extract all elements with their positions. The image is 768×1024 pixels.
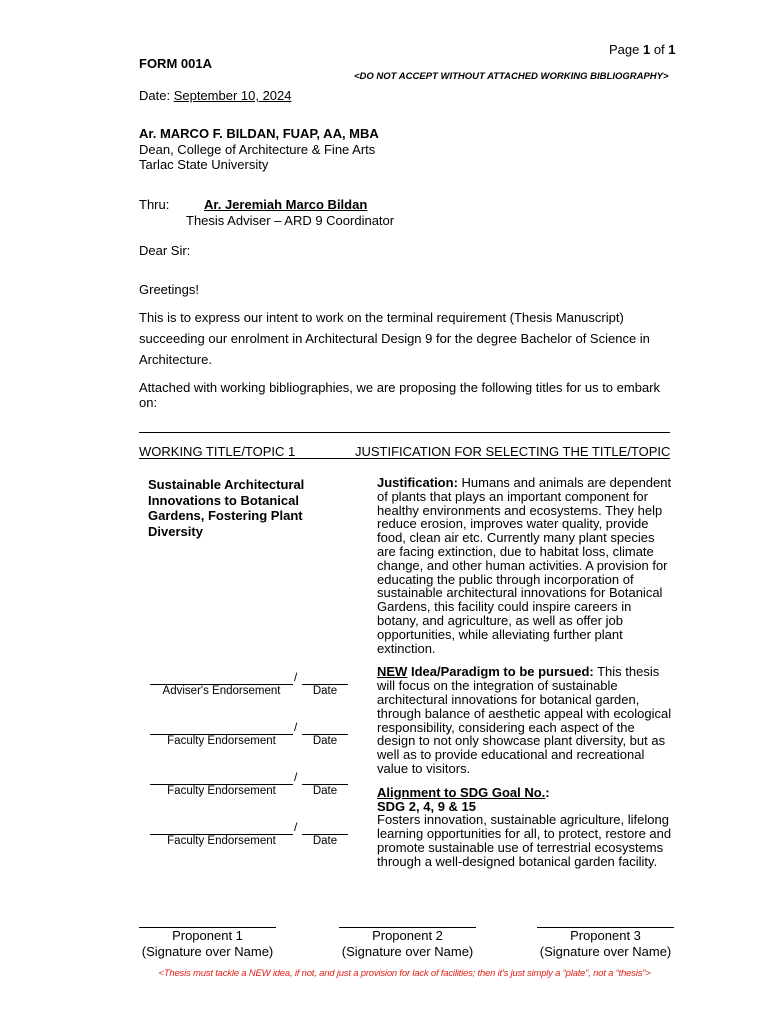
proponent-2-signature[interactable]	[339, 927, 476, 960]
addressee-institution: Tarlac State University	[139, 157, 269, 172]
thru-role: Thesis Adviser – ARD 9 Coordinator	[186, 213, 395, 228]
sdg-goals: SDG 2, 4, 9 & 15	[377, 798, 476, 814]
col2-header-underline	[355, 458, 670, 459]
slash-separator: /	[294, 770, 298, 784]
page-prefix: Page	[609, 42, 643, 57]
proponent-name: Proponent 1	[172, 928, 243, 943]
endorsement-label: Adviser's Endorsement	[162, 685, 281, 697]
endorsement-label: Faculty Endorsement	[167, 835, 276, 847]
justification-text: Humans and animals are dependent of plants that plays an important component for healthy environments and ecosystems. They help reduce erosion, improves water quality, provide food, clean air etc. Currently many plant species are facing extinction, due to habitat loss, climate change, and other human activities. A provision for educating the public through incorporation of sustainable architectural innovations for Botanical Gardens, this facility could inspire careers in botany, and agriculture, as well as offer job opportunities, while alleviating further plant extinction.	[377, 475, 672, 656]
new-idea-paragraph	[377, 665, 673, 775]
sdg-text: Fosters innovation, sustainable agriculture, lifelong learning opportunities for all, to protect, restore and promote sustainable use of terrestrial ecosystems through a well-designed botanical garden facility.	[377, 812, 672, 869]
endorsement-label: Faculty Endorsement	[167, 785, 276, 797]
faculty-endorsement-3[interactable]	[150, 820, 348, 847]
faculty-endorsement-1[interactable]	[150, 720, 348, 747]
faculty-endorsement-2[interactable]	[150, 770, 348, 797]
new-label: NEW	[377, 664, 408, 680]
proponent-sub: (Signature over Name)	[341, 944, 474, 959]
date-value: September 10, 2024	[173, 88, 292, 103]
page-total: 1	[668, 42, 676, 57]
thesis-requirement-note: <Thesis must tackle a NEW idea, if not, and just a provision for lack of facilities; then it's just simply a “plate”, not a “thesis”>	[158, 968, 651, 979]
proponent-sub: (Signature over Name)	[539, 944, 672, 959]
date-label: Date:	[139, 88, 174, 103]
page-of: of	[650, 42, 669, 57]
col1-header: WORKING TITLE/TOPIC 1	[139, 444, 296, 459]
justification-column	[377, 476, 673, 869]
sdg-colon: :	[545, 784, 550, 800]
bibliography-notice: <DO NOT ACCEPT WITHOUT ATTACHED WORKING BIBLIOGRAPHY>	[354, 71, 669, 82]
thru-label: Thru:	[139, 197, 170, 212]
new-label-rest: Idea/Paradigm to be pursued:	[407, 664, 594, 680]
justification-paragraph	[377, 476, 673, 655]
slash-separator: /	[294, 670, 298, 684]
endorsement-label: Faculty Endorsement	[167, 735, 276, 747]
salutation: Dear Sir:	[139, 243, 191, 258]
justification-label: Justification:	[377, 475, 458, 490]
sdg-label: Alignment to SDG Goal No.	[377, 784, 546, 800]
addressee-name: Ar. MARCO F. BILDAN, FUAP, AA, MBA	[139, 126, 379, 141]
proponent-name: Proponent 3	[570, 928, 641, 943]
addressee-position: Dean, College of Architecture & Fine Arts	[139, 142, 376, 157]
thru-name: Ar. Jeremiah Marco Bildan	[204, 197, 368, 212]
page-number	[609, 42, 676, 58]
date-line	[139, 88, 292, 104]
section-divider	[139, 432, 670, 433]
endorsement-date-label: Date	[312, 735, 338, 747]
adviser-endorsement[interactable]	[150, 670, 348, 697]
proponent-name: Proponent 2	[372, 928, 443, 943]
body-paragraph-2: Attached with working bibliographies, we are proposing the following titles for us to embark on:	[139, 380, 660, 410]
greeting: Greetings!	[139, 282, 199, 297]
proponent-sub: (Signature over Name)	[141, 944, 274, 959]
form-number: FORM 001A	[139, 56, 212, 71]
proponent-1-signature[interactable]	[139, 927, 276, 960]
col2-header: JUSTIFICATION FOR SELECTING THE TITLE/TOPIC	[355, 444, 671, 459]
sdg-paragraph	[377, 786, 673, 869]
endorsement-date-label: Date	[312, 835, 338, 847]
slash-separator: /	[294, 820, 298, 834]
body-paragraph-1: This is to express our intent to work on the terminal requirement (Thesis Manuscript) succeeding our enrolment in Architectural Design 9 for the degree Bachelor of Science in Architecture.	[139, 310, 650, 367]
endorsement-date-label: Date	[312, 685, 338, 697]
slash-separator: /	[294, 720, 298, 734]
endorsement-date-label: Date	[312, 785, 338, 797]
col1-header-underline	[139, 458, 355, 459]
proponent-3-signature[interactable]	[537, 927, 674, 960]
page-current: 1	[642, 42, 651, 57]
working-title: Sustainable Architectural Innovations to Botanical Gardens, Fostering Plant Diversity	[148, 477, 305, 539]
new-idea-text: This thesis will focus on the integration of sustainable architectural innovations for botanical garden, through balance of aesthetic appeal with ecological responsibility, considering each aspect of the design to not only showcase plant diversity, but as well as to provide educational and recreational value to visitors.	[377, 664, 672, 776]
